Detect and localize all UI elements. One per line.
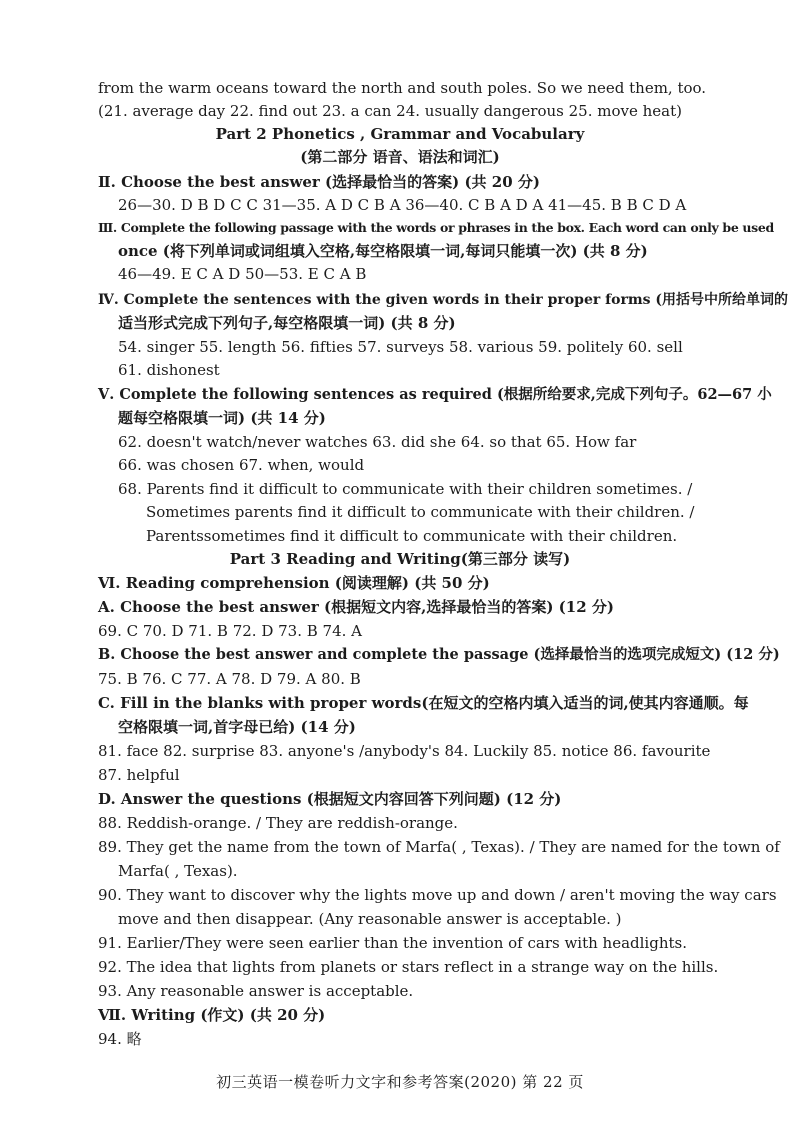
answers-61: 61. dishonest (118, 361, 220, 379)
answers-26-45: 26—30. D B D C C 31—35. A D C B A 36—40. C B A D A 41—45. B B C D A (118, 196, 687, 214)
answer-68-option-3: Parentssometimes find it difficult to communicate with their children. (146, 527, 678, 545)
answer-93: 93. Any reasonable answer is acceptable. (98, 982, 414, 1000)
answer-94: 94. 略 (98, 1030, 142, 1048)
answer-91: 91. Earlier/They were seen earlier than the invention of cars with headlights. (98, 934, 687, 952)
text-line: from the warm oceans toward the north and south poles. So we need them, too. (98, 79, 707, 97)
answers-62-65: 62. doesn't watch/never watches 63. did she 64. so that 65. How far (118, 433, 637, 451)
answer-68-option-2: Sometimes parents find it difficult to communicate with their children. / (146, 503, 695, 521)
answers-54-60: 54. singer 55. length 56. fifties 57. surveys 58. various 59. politely 60. sell (118, 338, 683, 356)
answer-90: 90. They want to discover why the lights move up and down / aren't moving the way cars (98, 886, 777, 904)
answers-69-74: 69. C 70. D 71. B 72. D 73. B 74. A (98, 622, 362, 640)
section-6-heading: Ⅵ. Reading comprehension (阅读理解) (共 50 分) (98, 574, 490, 592)
section-4-heading-cont: 适当形式完成下列句子,每空格限填一词) (共 8 分) (118, 314, 456, 332)
answer-89-cont: Marfa( , Texas). (118, 862, 238, 880)
answer-68-option-1: 68. Parents find it difficult to communicate with their children sometimes. / (118, 480, 693, 498)
answer-89: 89. They get the name from the town of Marfa( , Texas). / They are named for the town of (98, 838, 780, 856)
section-6a-heading: A. Choose the best answer (根据短文内容,选择最恰当的答案) (12 分) (98, 598, 614, 616)
section-6d-heading: D. Answer the questions (根据短文内容回答下列问题) (12 分) (98, 790, 562, 808)
section-6b-heading: B. Choose the best answer and complete the passage (选择最恰当的选项完成短文) (12 分) (98, 646, 780, 663)
part-3-heading: Part 3 Reading and Writing(第三部分 读写) (229, 550, 571, 568)
answer-92: 92. The idea that lights from planets or stars reflect in a strange way on the hills. (98, 958, 719, 976)
part-2-heading: Part 2 Phonetics , Grammar and Vocabulary (215, 125, 585, 143)
section-5-heading: Ⅴ. Complete the following sentences as required (根据所给要求,完成下列句子。62—67 小 (98, 386, 772, 403)
answers-66-67: 66. was chosen 67. when, would (118, 456, 365, 474)
section-4-heading: Ⅳ. Complete the sentences with the given words in their proper forms (用括号中所给单词的 (98, 292, 789, 308)
page-footer: 初三英语一模卷听力文字和参考答案(2020) 第 22 页 (216, 1073, 584, 1091)
answer-88: 88. Reddish-orange. / They are reddish-orange. (98, 814, 458, 832)
section-6c-heading-cont: 空格限填一词,首字母已给) (14 分) (118, 718, 356, 736)
section-5-heading-cont: 题每空格限填一词) (共 14 分) (118, 409, 326, 427)
section-2-heading: Ⅱ. Choose the best answer (选择最恰当的答案) (共 20 分) (98, 173, 540, 191)
part-2-subheading: (第二部分 语音、语法和词汇) (300, 148, 500, 166)
section-3-heading-cont: once (将下列单词或词组填入空格,每空格限填一词,每词只能填一次) (共 8 分) (118, 242, 648, 260)
listening-answers-21-25: (21. average day 22. find out 23. a can 24. usually dangerous 25. move heat) (98, 102, 682, 120)
answers-75-80: 75. B 76. C 77. A 78. D 79. A 80. B (98, 670, 361, 688)
answers-81-86: 81. face 82. surprise 83. anyone's /anybody's 84. Luckily 85. notice 86. favourite (98, 742, 711, 760)
section-6c-heading: C. Fill in the blanks with proper words(在短文的空格内填入适当的词,使其内容通顺。每 (98, 694, 749, 712)
answer-90-cont: move and then disappear. (Any reasonable answer is acceptable. ) (118, 910, 622, 928)
answers-46-53: 46—49. E C A D 50—53. E C A B (118, 265, 367, 283)
section-7-heading: Ⅶ. Writing (作文) (共 20 分) (98, 1006, 326, 1024)
answers-87: 87. helpful (98, 766, 180, 784)
section-3-heading: Ⅲ. Complete the following passage with the words or phrases in the box. Each word can only be used (98, 220, 774, 235)
